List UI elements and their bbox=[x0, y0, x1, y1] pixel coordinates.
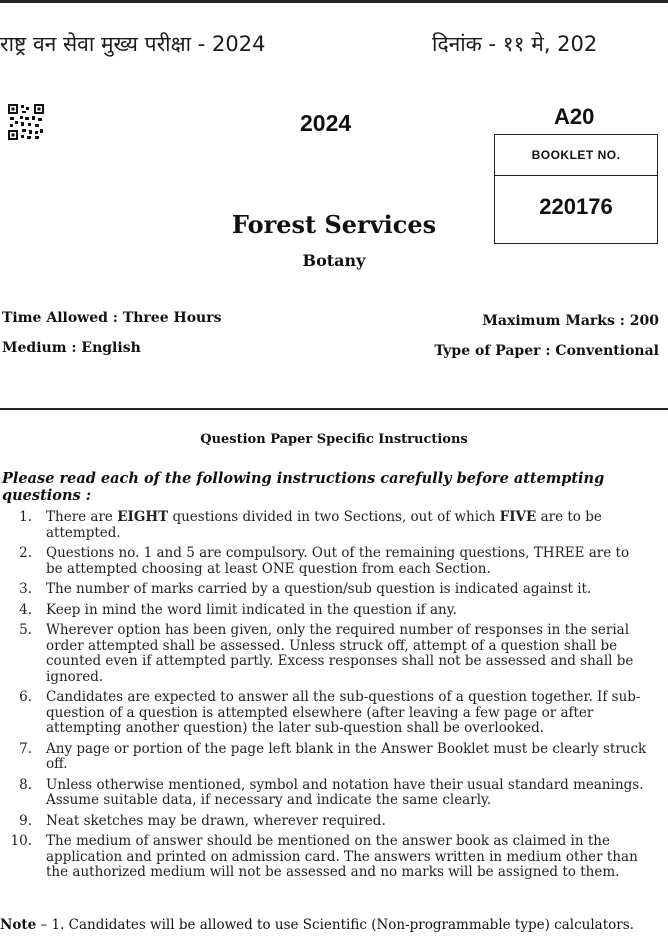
instructions-list bbox=[0, 510, 668, 881]
handwritten-date: दिनांक - ११ मे, 202 bbox=[432, 32, 598, 56]
item-text: Neat sketches may be drawn, wherever required. bbox=[46, 812, 386, 829]
booklet-number: 220176 bbox=[539, 194, 613, 219]
item-text: Unless otherwise mentioned, symbol and notation have their usual standard meanings. Assume suitable data, if necessary and indicate the same clearly. bbox=[46, 776, 644, 808]
divider bbox=[0, 408, 668, 410]
booklet-label: BOOKLET NO. bbox=[495, 135, 657, 176]
handwritten-annotation bbox=[0, 24, 668, 74]
item-number: 7. bbox=[19, 740, 32, 757]
note bbox=[0, 917, 668, 933]
list-item bbox=[0, 603, 668, 619]
time-allowed: Time Allowed : Three Hours bbox=[2, 310, 222, 326]
list-item bbox=[0, 510, 668, 541]
item-number: 8. bbox=[19, 776, 32, 793]
paper-code: A20 bbox=[554, 104, 595, 129]
item-text: Candidates are expected to answer all the sub-questions of a question together. If sub-question of a question is attempted elsewhere (after leaving a few page or after attempting another question) the later sub-question shall be overlooked. bbox=[46, 689, 641, 736]
item-number: 5. bbox=[19, 622, 32, 638]
page-title: Forest Services bbox=[231, 210, 437, 239]
qr-code-icon bbox=[8, 104, 44, 140]
note-text: – 1. Candidates will be allowed to use Scientific (Non-programmable type) calculators. bbox=[36, 917, 634, 933]
list-item bbox=[0, 814, 668, 830]
list-item bbox=[0, 623, 668, 685]
instructions-heading: Question Paper Specific Instructions bbox=[200, 432, 468, 447]
top-border bbox=[0, 0, 668, 3]
list-item bbox=[0, 690, 668, 737]
item-number: 2. bbox=[19, 545, 32, 561]
item-text: There are EIGHT questions divided in two Sections, out of which FIVE are to be attempted. bbox=[46, 509, 602, 541]
exam-year: 2024 bbox=[300, 110, 352, 136]
item-text: The medium of answer should be mentioned on the answer book as claimed in the application and printed on admission card. The answers written in medium other than the authorized medium will not be assessed and no marks will be assigned to them. bbox=[46, 833, 638, 880]
item-number: 4. bbox=[19, 601, 32, 618]
item-text: Keep in mind the word limit indicated in the question if any. bbox=[46, 601, 457, 618]
list-item bbox=[0, 742, 668, 773]
item-text: Wherever option has been given, only the required number of responses in the serial order attempted shall be assessed. Unless struck off, attempt of a question shall be counted even if attempted partly. Excess responses shall not be assessed and shall be ignored. bbox=[46, 622, 634, 685]
list-item bbox=[0, 834, 668, 881]
list-item bbox=[0, 582, 668, 598]
item-text: The number of marks carried by a question/sub question is indicated against it. bbox=[46, 581, 592, 597]
note-label: Note bbox=[0, 917, 37, 933]
medium: Medium : English bbox=[2, 340, 141, 356]
type-of-paper: Type of Paper : Conventional bbox=[434, 343, 659, 359]
item-text: Any page or portion of the page left blank in the Answer Booklet must be clearly struck off. bbox=[46, 740, 647, 772]
subject-title: Botany bbox=[302, 251, 366, 270]
maximum-marks: Maximum Marks : 200 bbox=[482, 313, 659, 329]
item-number: 1. bbox=[19, 509, 32, 525]
item-text: Questions no. 1 and 5 are compulsory. Out of the remaining questions, THREE are to be attempted choosing at least ONE question from each Section. bbox=[46, 545, 630, 577]
item-number: 3. bbox=[19, 581, 32, 597]
list-item bbox=[0, 778, 668, 809]
handwritten-exam-name: राष्ट्र वन सेवा मुख्य परीक्षा - 2024 bbox=[0, 32, 266, 56]
item-number: 9. bbox=[19, 812, 32, 829]
list-item bbox=[0, 546, 668, 577]
item-number: 10. bbox=[10, 833, 32, 849]
item-number: 6. bbox=[19, 689, 32, 705]
instructions-intro: Please read each of the following instructions carefully before attempting questions : bbox=[2, 470, 605, 504]
